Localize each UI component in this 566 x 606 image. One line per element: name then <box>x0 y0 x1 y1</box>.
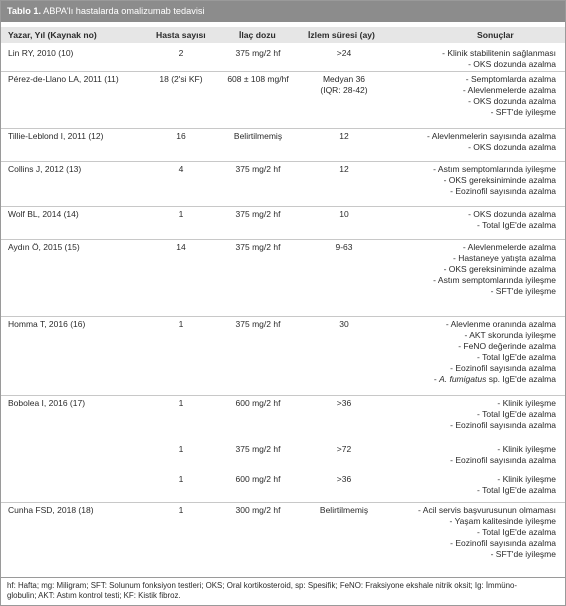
result-item: - Klinik iyileşme <box>497 474 556 484</box>
table-title-bar <box>1 1 565 22</box>
cell-author: Pérez-de-Llano LA, 2011 (11) <box>8 74 119 84</box>
footnote-line: globulin; AKT: Astım kontrol testi; KF: Kistik fibroz. <box>7 591 181 600</box>
result-item: - Total IgE'de azalma <box>477 527 556 538</box>
cell-patients: 1 <box>178 209 184 219</box>
result-item: - Alevlenme oranında azalma <box>445 319 556 329</box>
cell-followup <box>308 131 380 142</box>
table-row <box>1 71 565 128</box>
result-item: - Alevlenmelerde azalma <box>462 242 556 252</box>
result-item: - Total IgE'de azalma <box>477 352 556 363</box>
table-row <box>1 472 565 502</box>
table-footnote <box>1 577 565 605</box>
followup-value: Medyan 36 <box>322 74 366 84</box>
result-item: - Alevlenmelerde azalma <box>462 85 556 96</box>
table-row <box>1 239 565 316</box>
cell-followup <box>308 74 380 96</box>
result-item: - Astım semptomlarında iyileşme <box>433 164 556 174</box>
table-row <box>1 316 565 395</box>
cell-dose: 375 mg/2 hf <box>235 48 281 58</box>
result-item: - Klinik iyileşme <box>497 444 556 454</box>
cell-followup <box>308 48 380 59</box>
followup-value: >24 <box>336 48 352 58</box>
result-item: - Total IgE'de azalma <box>477 220 556 231</box>
cell-dose: 375 mg/2 hf <box>235 209 281 219</box>
result-item: - Semptomlarda azalma <box>465 74 556 84</box>
cell-author: Homma T, 2016 (16) <box>8 319 86 329</box>
result-item: - A. fumigatus sp. IgE'de azalma <box>433 374 556 385</box>
followup-value: 30 <box>339 319 349 329</box>
cell-results <box>463 74 556 118</box>
result-item: - OKS dozunda azalma <box>468 142 556 153</box>
followup-value: 12 <box>339 164 349 174</box>
result-item: - Total IgE'de azalma <box>477 485 556 496</box>
result-item: - Total IgE'de azalma <box>477 409 556 420</box>
cell-results <box>468 209 556 231</box>
result-item: - Eozinofil sayısında azalma <box>450 186 556 197</box>
cell-results <box>477 474 556 496</box>
table-row <box>1 442 565 472</box>
cell-followup <box>308 444 380 455</box>
followup-value: >36 <box>336 474 352 484</box>
cell-results <box>450 444 556 466</box>
result-item: - Eozinofil sayısında azalma <box>450 538 556 549</box>
table-header-row <box>1 27 565 43</box>
table-row <box>1 502 565 569</box>
footnote-line: hf: Hafta; mg: Miligram; SFT: Solunum fonksiyon testleri; OKS; Oral kortikosteroid, sp: Spesifik; FeNO: Fraksiyone ekshale nitrik oksit; Ig: İmmüno- <box>7 581 517 590</box>
cell-dose: 300 mg/2 hf <box>235 505 281 515</box>
result-item: - OKS gereksiniminde azalma <box>443 264 556 275</box>
cell-author: Aydın Ö, 2015 (15) <box>8 242 80 252</box>
followup-value: 12 <box>339 131 349 141</box>
cell-patients: 1 <box>178 505 184 515</box>
result-item-rest: sp. IgE'de azalma <box>486 374 556 385</box>
result-item: - Klinik stabilitenin sağlanması <box>442 48 556 58</box>
table-row <box>1 206 565 239</box>
cell-results <box>433 164 556 197</box>
cell-patients: 1 <box>178 474 184 484</box>
organism-name: A. fumigatus <box>439 374 487 385</box>
cell-results <box>434 319 556 386</box>
cell-results <box>418 505 556 560</box>
followup-value: >72 <box>336 444 352 454</box>
result-item: - Klinik iyileşme <box>497 398 556 408</box>
followup-value: Belirtilmemiş <box>319 505 369 515</box>
result-item: - SFT'de iyileşme <box>490 107 556 118</box>
cell-followup <box>308 242 380 253</box>
table-body <box>1 46 565 569</box>
cell-author: Lin RY, 2010 (10) <box>8 48 74 58</box>
cell-dose: 375 mg/2 hf <box>235 242 281 252</box>
cell-author: Cunha FSD, 2018 (18) <box>8 505 94 515</box>
cell-dose: 600 mg/2 hf <box>235 474 281 484</box>
result-item: - Astım semptomlarında iyileşme <box>433 275 556 286</box>
table-row <box>1 161 565 206</box>
result-item: - Hastaneye yatışta azalma <box>453 253 556 264</box>
cell-patients: 14 <box>176 242 186 252</box>
cell-patients: 1 <box>178 398 184 408</box>
cell-author: Bobolea I, 2016 (17) <box>8 398 86 408</box>
cell-dose: 608 ± 108 mg/hf <box>227 74 289 84</box>
cell-results <box>427 131 556 153</box>
header-author: Yazar, Yıl (Kaynak no) <box>8 30 97 40</box>
table-row <box>1 46 565 71</box>
cell-patients: 2 <box>178 48 184 58</box>
cell-results <box>442 48 556 70</box>
followup-value: 10 <box>339 209 349 219</box>
result-item: - Alevlenmelerin sayısında azalma <box>427 131 556 141</box>
result-item: - SFT'de iyileşme <box>490 286 556 297</box>
result-item: - OKS dozunda azalma <box>468 59 556 70</box>
result-item: - OKS dozunda azalma <box>468 96 556 107</box>
cell-followup <box>308 398 380 409</box>
cell-followup <box>308 319 380 330</box>
result-item: - OKS dozunda azalma <box>468 209 556 219</box>
result-item: - FeNO değerinde azalma <box>458 341 556 352</box>
result-item: - AKT skorunda iyileşme <box>464 330 556 341</box>
table-row <box>1 395 565 442</box>
followup-value: 9-63 <box>335 242 353 252</box>
followup-range: (IQR: 28-42) <box>320 85 368 96</box>
cell-followup <box>308 209 380 220</box>
header-results: Sonuçlar <box>477 30 514 40</box>
cell-author: Tillie-Leblond I, 2011 (12) <box>8 131 104 141</box>
cell-results <box>450 398 556 431</box>
table-row <box>1 128 565 161</box>
cell-dose: 600 mg/2 hf <box>235 398 281 408</box>
result-item: - Yaşam kalitesinde iyileşme <box>449 516 556 527</box>
result-item: - Acil servis başvurusunun olmaması <box>418 505 556 515</box>
header-dose: İlaç dozu <box>239 30 276 40</box>
result-item: - Eozinofil sayısında azalma <box>450 455 556 466</box>
result-item: - OKS gereksiniminde azalma <box>443 175 556 186</box>
cell-dose: Belirtilmemiş <box>233 131 283 141</box>
cell-patients: 18 (2'si KF) <box>159 74 203 84</box>
cell-author: Collins J, 2012 (13) <box>8 164 82 174</box>
result-item: - Eozinofil sayısında azalma <box>450 363 556 374</box>
cell-followup <box>308 164 380 175</box>
cell-patients: 4 <box>178 164 184 174</box>
header-followup: İzlem süresi (ay) <box>308 30 375 40</box>
cell-followup <box>308 505 380 516</box>
cell-patients: 1 <box>178 319 184 329</box>
cell-patients: 16 <box>176 131 186 141</box>
cell-followup <box>308 474 380 485</box>
cell-author: Wolf BL, 2014 (14) <box>8 209 79 219</box>
result-item: - SFT'de iyileşme <box>490 549 556 560</box>
header-patients: Hasta sayısı <box>156 30 206 40</box>
table-title: ABPA'lı hastalarda omalizumab tedavisi <box>43 6 205 16</box>
table-label: Tablo 1. <box>7 6 42 16</box>
cell-dose: 375 mg/2 hf <box>235 164 281 174</box>
cell-dose: 375 mg/2 hf <box>235 319 281 329</box>
result-item: - Eozinofil sayısında azalma <box>450 420 556 431</box>
cell-patients: 1 <box>178 444 184 454</box>
cell-dose: 375 mg/2 hf <box>235 444 281 454</box>
cell-results <box>433 242 556 297</box>
followup-value: >36 <box>336 398 352 408</box>
